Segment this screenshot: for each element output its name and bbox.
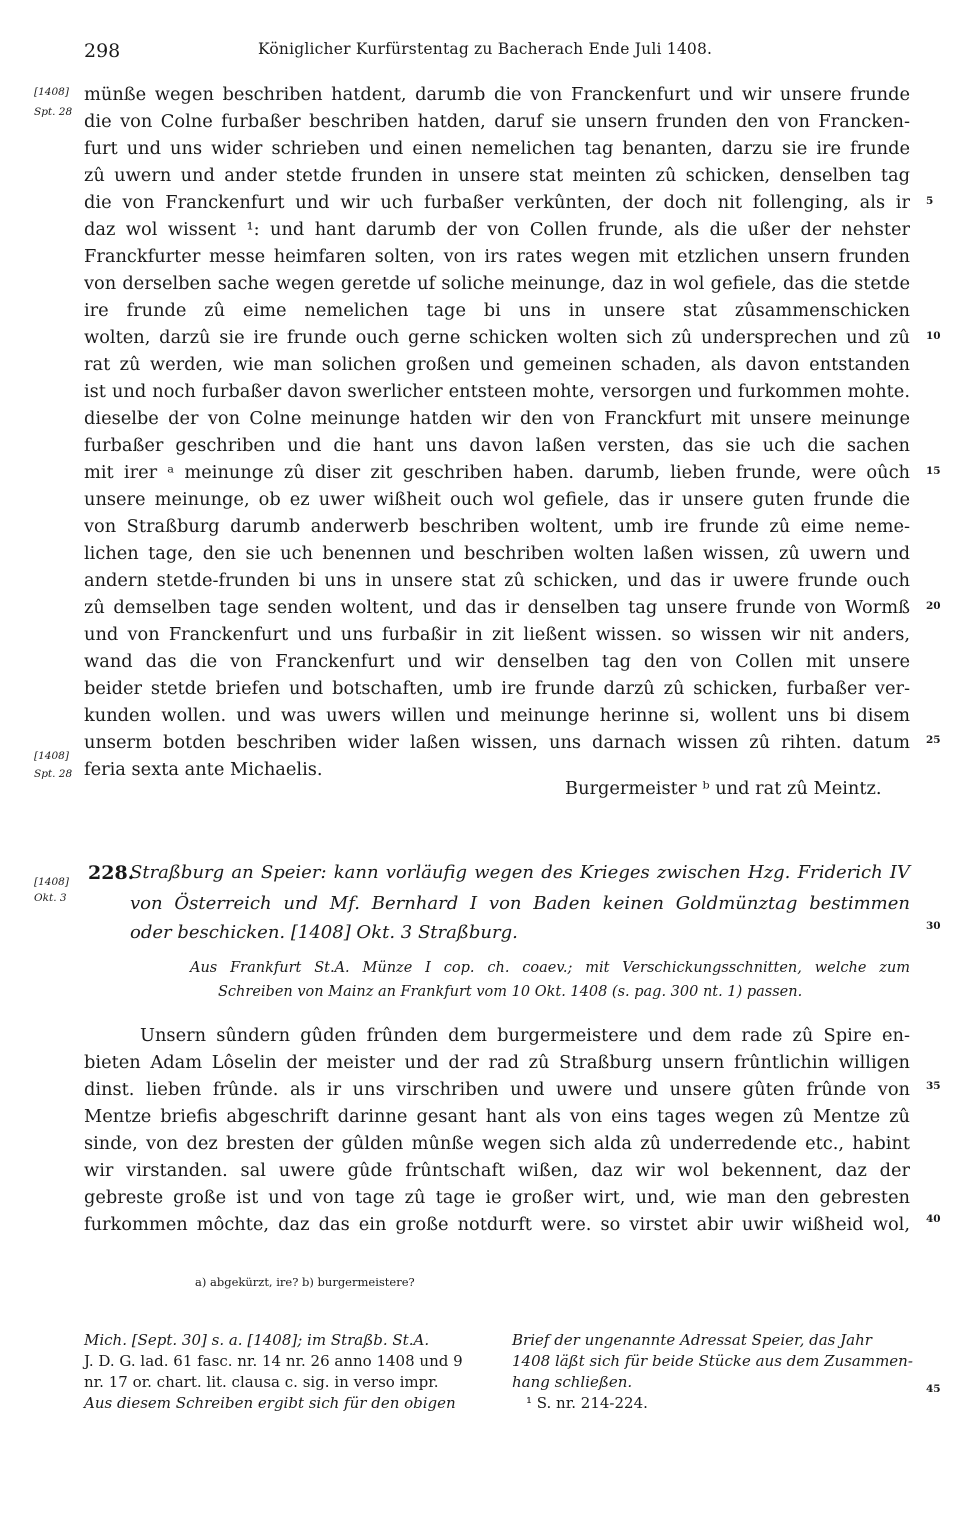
text-line: kunden wollen. und was uwers willen und meinunge herinne si, wollent uns bi disem	[84, 705, 910, 726]
text-line: von derselben sache wegen geretde uf soliche meinunge, daz in wol gefiele, das die stetde	[84, 273, 910, 294]
footnote-line: 1408 läßt sich für beide Stücke aus dem Zusammen-	[512, 1352, 913, 1370]
signature: Burgermeister ᵇ und rat zû Meintz.	[565, 778, 882, 799]
text-line: andern stetde-frunden bi uns in unsere stat zû schicken, und das ir uwere frunde ouch	[84, 570, 910, 591]
text-line: rat zû werden, wie man solichen großen und gemeinen schaden, als davon entstanden	[84, 354, 910, 375]
text-line: beider stetde briefen und botschaften, umb ire frunde darzû zû schicken, furbaßer ver-	[84, 678, 910, 699]
document-title-line: oder beschicken. [1408] Okt. 3 Straßburg.	[130, 922, 518, 943]
text-line: lichen tage, den sie uch benennen und beschriben wolten laßen wissen, zû uwern und	[84, 543, 910, 564]
text-line: furkommen môchte, daz das ein große notdurft were. so virstet abir uwir wißheid wol,	[84, 1214, 910, 1235]
text-line: feria sexta ante Michaelis.	[84, 759, 323, 780]
text-line: furt und uns wider schrieben und einen nemelichen tag benanten, darzu sie ire frunde	[84, 138, 910, 159]
text-line: wir virstanden. sal uwere gûde frûntschaft wißen, daz wir wol bekennent, daz der	[84, 1160, 910, 1181]
text-line: münße wegen beschriben hatdent, darumb die von Franckenfurt und wir unsere frunde	[84, 84, 910, 105]
text-line: wand das die von Franckenfurt und wir denselben tag den von Collen mit unsere	[84, 651, 910, 672]
text-line: dinst. lieben frûnde. als ir uns virschriben und uwere und unsere gûten frûnde von	[84, 1079, 910, 1100]
text-line: die von Franckenfurt und wir uch furbaßer verkûnten, der doch nit follenging, als ir	[84, 192, 910, 213]
document-title-line: Straßburg an Speier: kann vorläufig wegen des Krieges zwischen Hzg. Friderich IV	[130, 862, 910, 883]
text-line: furbaßer geschriben und die hant uns davon laßen versten, das sie uch die sachen	[84, 435, 910, 456]
margin-year: [1408]	[34, 876, 69, 888]
variant-footnotes: a) abgekürzt, ire? b) burgermeistere?	[195, 1275, 415, 1289]
footnote-1: ¹ S. nr. 214-224.	[526, 1394, 648, 1412]
text-line: daz wol wissent ¹: und hant darumb der von Collen frunde, als die ußer der nehster	[84, 219, 910, 240]
footnote-line: hang schließen.	[512, 1373, 633, 1391]
footnote-line: J. D. G. lad. 61 fasc. nr. 14 nr. 26 anno 1408 und 9	[84, 1352, 463, 1370]
document-title-line: von Österreich und Mf. Bernhard I von Baden keinen Goldmünztag bestimmen	[130, 893, 910, 914]
footnote-line: Aus diesem Schreiben ergibt sich für den obigen	[84, 1394, 456, 1412]
margin-date: Okt. 3	[34, 892, 67, 904]
text-line: zû uwern und ander stetde frunden in unsere stat meinten zû schicken, denselben tag	[84, 165, 910, 186]
margin-date: Spt. 28	[34, 768, 73, 780]
line-number: 30	[926, 920, 941, 932]
document-number: 228.	[88, 862, 135, 884]
text-line: dieselbe der von Colne meinunge hatden wir den von Franckfurt mit unsere meinunge	[84, 408, 910, 429]
source-note-line: Aus Frankfurt St.A. Münze I cop. ch. coaev.; mit Verschickungsschnitten, welche zum	[190, 960, 910, 976]
text-line: von Straßburg darumb anderwerb beschriben woltent, umb ire frunde zû eime neme-	[84, 516, 910, 537]
text-line: sinde, von dez bresten der gûlden mûnße wegen sich alda zû underredende etc., habint	[84, 1133, 910, 1154]
line-number: 20	[926, 600, 941, 612]
text-line: ire frunde zû eime nemelichen tage bi uns in unsere stat zûsammenschicken	[84, 300, 910, 321]
footnote-line: Brief der ungenannte Adressat Speier, das Jahr	[512, 1331, 872, 1349]
text-line: bieten Adam Lôselin der meister und der rad zû Straßburg unsern frûntlichin willigen	[84, 1052, 910, 1073]
margin-year: [1408]	[34, 750, 69, 762]
line-number: 45	[926, 1383, 941, 1395]
running-head: Königlicher Kurfürstentag zu Bacherach Ende Juli 1408.	[258, 40, 713, 58]
text-line: unsere meinunge, ob ez uwer wißheit ouch wol gefiele, das ir unsere guten frunde die	[84, 489, 910, 510]
footnote-line: nr. 17 or. chart. lit. clausa c. sig. in verso impr.	[84, 1373, 439, 1391]
footnote-left-column	[84, 1330, 494, 1414]
text-line: wolten, darzû sie ire frunde ouch gerne schicken wolten sich zû undersprechen und zû	[84, 327, 910, 348]
text-line: zû demselben tage senden woltent, und das ir denselben tag unsere frunde von Wormß	[84, 597, 910, 618]
page-number: 298	[84, 40, 121, 62]
margin-date: Spt. 28	[34, 106, 73, 118]
footnote-line: Mich. [Sept. 30] s. a. [1408]; im Straßb. St.A.	[84, 1331, 430, 1349]
line-number: 25	[926, 734, 941, 746]
line-number: 15	[926, 465, 941, 477]
footnote-right-column	[512, 1330, 912, 1414]
text-line: ist und noch furbaßer davon swerlicher entsteen mohte, versorgen und furkommen mohte.	[84, 381, 910, 402]
text-line: gebreste große ist und von tage zû tage ie großer wirt, und, wie man den gebresten	[84, 1187, 910, 1208]
line-number: 40	[926, 1213, 941, 1225]
text-line: und von Franckenfurt und uns furbaßir in zit ließent wissen. so wissen wir nit anders,	[84, 624, 910, 645]
text-line: Franckfurter messe heimfaren solten, von irs rates wegen mit etzlichen unsern frunden	[84, 246, 910, 267]
text-line: Unsern sûndern gûden frûnden dem burgermeistere und dem rade zû Spire en-	[140, 1025, 910, 1046]
text-line: Mentze briefis abgeschrift darinne gesant hant als von eins tages wegen zû Mentze zû	[84, 1106, 910, 1127]
text-line: mit irer ᵃ meinunge zû diser zit geschriben haben. darumb, lieben frunde, were oûch	[84, 462, 910, 483]
text-line: unserm botden beschriben wider laßen wissen, uns darnach wissen zû rihten. datum	[84, 732, 910, 753]
margin-year: [1408]	[34, 86, 69, 98]
line-number: 5	[926, 195, 934, 207]
line-number: 35	[926, 1080, 941, 1092]
line-number: 10	[926, 330, 941, 342]
source-note-line: Schreiben von Mainz an Frankfurt vom 10 Okt. 1408 (s. pag. 300 nt. 1) passen.	[218, 984, 803, 1000]
text-line: die von Colne furbaßer beschriben hatden, daruf sie unsern frunden den von Francken-	[84, 111, 910, 132]
